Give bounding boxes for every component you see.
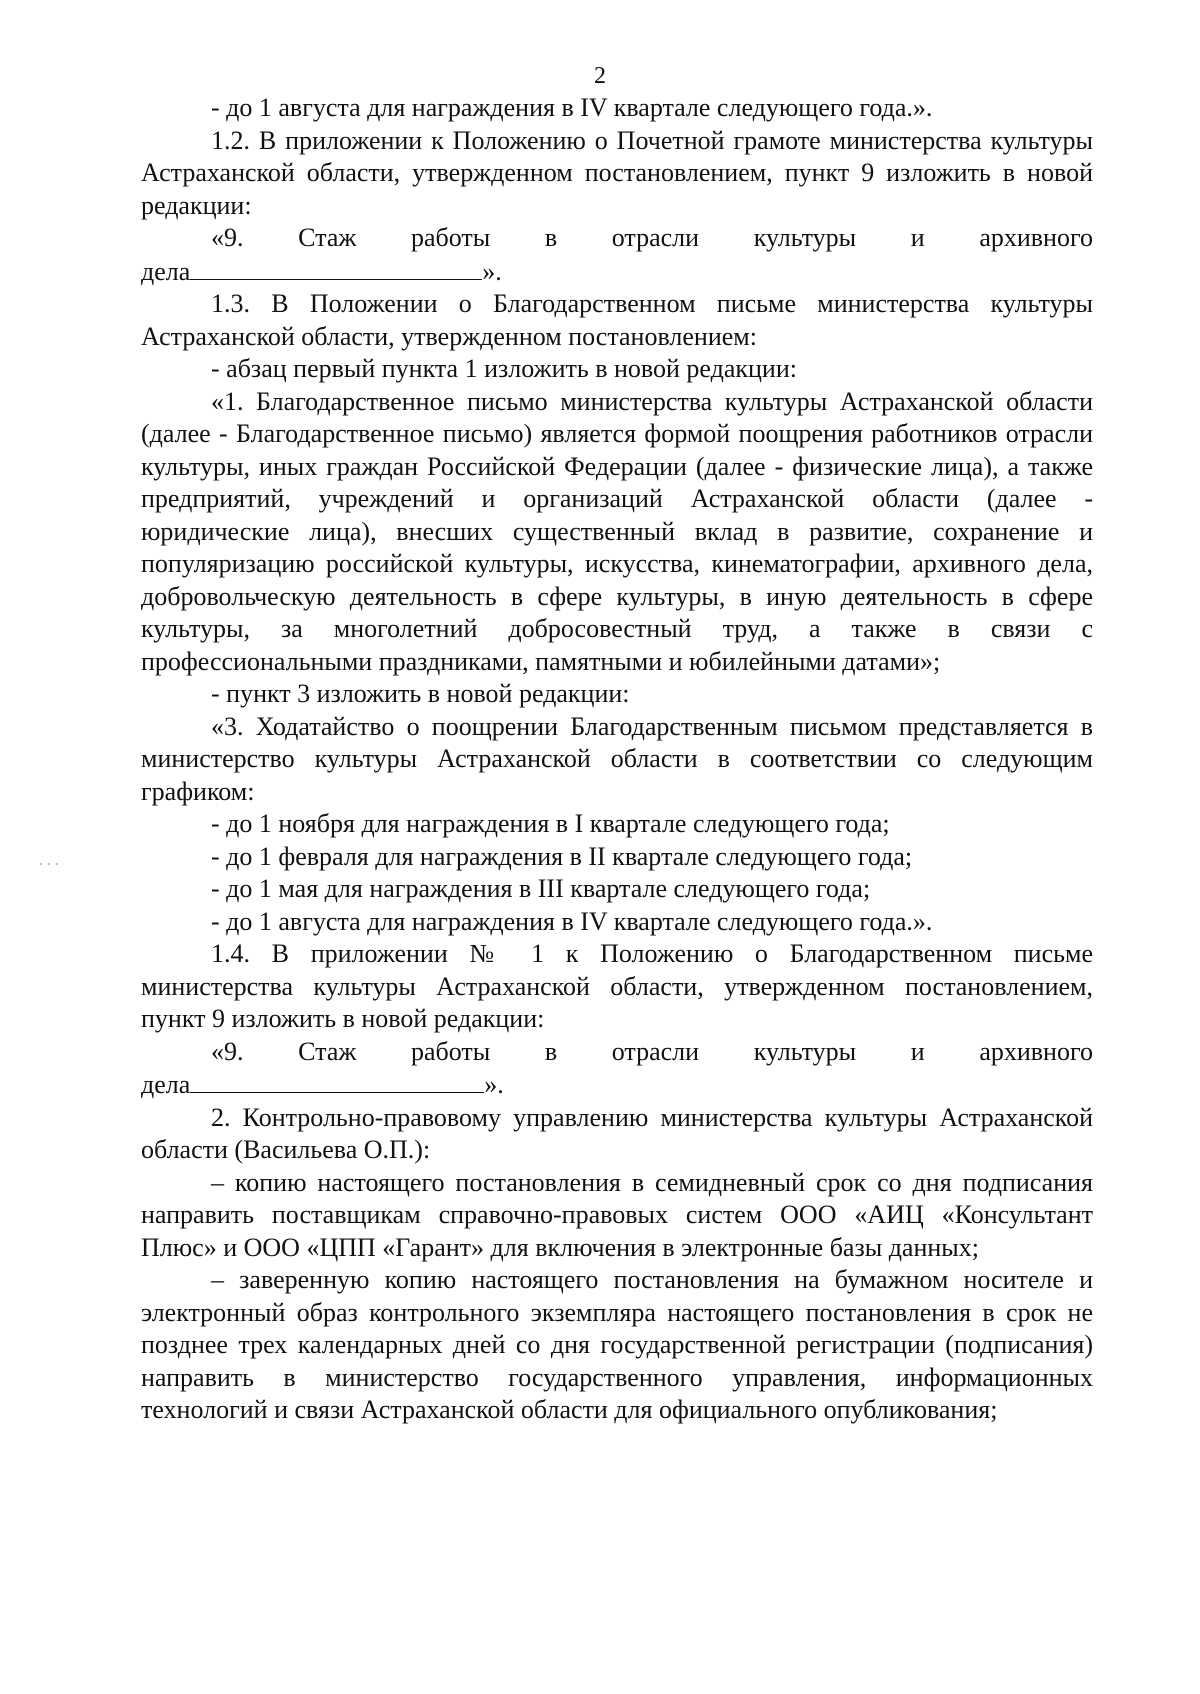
paragraph-1-4-item-9: «9. Стаж работы в отрасли культуры и архивного bbox=[211, 1036, 1093, 1066]
paragraph-2: 2. Контрольно-правовому управлению министерства культуры Астраханской области (Васильева О.П.): bbox=[141, 1102, 1093, 1164]
scan-artifact bbox=[40, 852, 100, 854]
paragraph-1-3-point-3-intro: - пункт 3 изложить в новой редакции: bbox=[211, 679, 630, 708]
page-number: 2 bbox=[594, 63, 606, 89]
paragraph-1-4: 1.4. В приложении № 1 к Положению о Благодарственном письме министерства культуры Астраханской области, утвержденном постановлением, пункт 9 изложить в новой редакции: bbox=[141, 939, 1093, 1033]
item-9-closing: ». bbox=[482, 256, 502, 286]
paragraph-1-2-item-9-continued bbox=[141, 255, 1093, 289]
schedule-item-q4: - до 1 августа для награждения в IV квартале следующего года.». bbox=[211, 906, 933, 936]
paragraph-deadline-august-1: - до 1 августа для награждения в IV квартале следующего года.». bbox=[211, 93, 933, 122]
paragraph-1-3-point-1: «1. Благодарственное письмо министерства культуры Астраханской области (далее - Благодарственное письмо) является формой поощрения работников отрасли культуры, иных граждан Российской Федерации (далее - физические лица), а также предприятий, учреждений и организаций Астраханской области (далее - юридические лица), внесших существенный вклад в развитие, сохранение и популяризацию российской культуры, искусства, кинематографии, архивного дела, добровольческую деятельность в сфере культуры, в иную деятельность в сфере культуры, за многолетний добросовестный труд, а также в связи с профессиональными праздниками, памятными и юбилейными датами»; bbox=[141, 386, 1093, 676]
schedule-item-q1: - до 1 ноября для награждения в I квартале следующего года; bbox=[211, 809, 890, 838]
paragraph-2-item-certified-copy: – заверенную копию настоящего постановления на бумажном носителе и электронный образ контрольного экземпляра настоящего постановления в срок не позднее трех календарных дней со дня государственной регистрации (подписания) направить в министерство государственного управления, информационных технологий и связи Астраханской области для официального опубликования; bbox=[141, 1265, 1093, 1424]
blank-line bbox=[190, 1068, 484, 1093]
paragraph-1-3: 1.3. В Положении о Благодарственном письме министерства культуры Астраханской области, утвержденном постановлением: bbox=[141, 289, 1093, 351]
paragraph-1-2: 1.2. В приложении к Положению о Почетной грамоте министерства культуры Астраханской области, утвержденном постановлением, пункт 9 изложить в новой редакции: bbox=[141, 125, 1093, 220]
blank-line bbox=[190, 255, 482, 280]
schedule-item-q3: - до 1 мая для награждения в III квартале следующего года; bbox=[211, 874, 871, 903]
item-9-word: дела bbox=[141, 256, 191, 286]
document-body bbox=[141, 92, 1093, 1427]
paragraph-1-3-first-abzac: - абзац первый пункта 1 изложить в новой редакции: bbox=[211, 354, 797, 383]
item-9-word: дела bbox=[141, 1070, 191, 1099]
paragraph-2-item-copy: – копию настоящего постановления в семидневный срок со дня подписания направить поставщикам справочно-правовых систем ООО «АИЦ «Консультант Плюс» и ООО «ЦПП «Гарант» для включения в электронные базы данных; bbox=[141, 1167, 1093, 1262]
schedule-item-q2: - до 1 февраля для награждения в II квартале следующего года; bbox=[211, 841, 913, 871]
item-9-closing: ». bbox=[484, 1070, 504, 1099]
paragraph-1-2-item-9: «9. Стаж работы в отрасли культуры и архивного bbox=[211, 223, 1093, 252]
paragraph-1-4-item-9-continued bbox=[141, 1068, 1093, 1102]
paragraph-1-3-point-3: «3. Ходатайство о поощрении Благодарственным письмом представляется в министерство культуры Астраханской области в соответствии со следующим графиком: bbox=[141, 711, 1093, 806]
